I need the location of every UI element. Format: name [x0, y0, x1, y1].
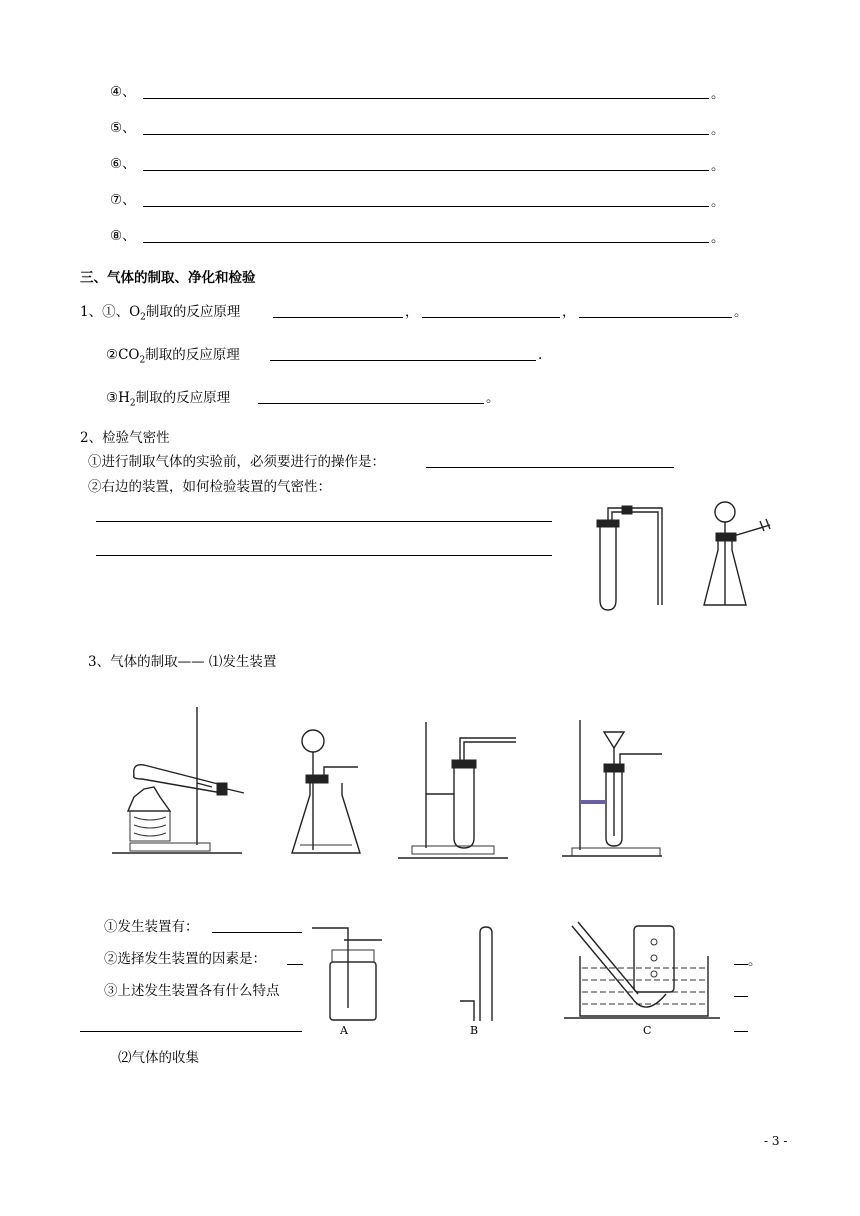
h2-subscript: 2	[129, 398, 136, 409]
co2-blank[interactable]	[270, 360, 536, 361]
q3-item1: ①发生装置有：	[104, 919, 199, 935]
q3-item2-end: 。	[748, 953, 762, 969]
blank-line-end: 。	[711, 158, 725, 174]
co2-subscript: 2	[139, 355, 146, 366]
stand-tube-apparatus-image	[398, 720, 518, 860]
o2-sep-1: ，	[405, 304, 419, 320]
collection-tube-b-image	[456, 925, 496, 1025]
q3-blank-2-end[interactable]	[734, 964, 748, 965]
o2-prefix: 1、①、O	[80, 304, 141, 320]
co2-text: 制取的反应原理	[145, 347, 240, 363]
h2-text: 制取的反应原理	[135, 390, 231, 406]
blank-line-marker: ⑧、	[110, 228, 136, 244]
blank-line-marker: ④、	[110, 84, 136, 100]
q2-line1: ①进行制取气体的实验前，必须要进行的操作是：	[88, 454, 385, 470]
h2-end: 。	[486, 390, 500, 406]
co2-end: .	[538, 347, 543, 363]
q2-answer-line-2[interactable]	[96, 555, 552, 556]
blank-line-end: 。	[711, 86, 725, 102]
blank-answer-line[interactable]	[143, 134, 709, 135]
heating-tube-apparatus-image	[112, 705, 247, 857]
q3-blank-3-end[interactable]	[734, 996, 748, 997]
co2-prefix: ②CO	[106, 347, 140, 363]
water-trough-c-image	[562, 918, 722, 1024]
o2-question	[80, 304, 240, 326]
blank-answer-line[interactable]	[143, 170, 709, 171]
q2-line2: ②右边的装置，如何检验装置的气密性：	[88, 479, 331, 495]
test-tube-apparatus-image	[590, 500, 680, 615]
h2-prefix: ③H	[106, 390, 130, 406]
page-number: - 3 -	[764, 1134, 788, 1148]
o2-text: 制取的反应原理	[145, 304, 241, 320]
label-a: A	[340, 1024, 348, 1037]
blank-line-end: 。	[711, 230, 725, 246]
collection-bottle-a-image	[310, 918, 390, 1026]
o2-blank-1[interactable]	[273, 317, 403, 318]
blank-line-marker: ⑥、	[110, 156, 136, 172]
section-heading: 三、气体的制取、净化和检验	[80, 270, 256, 286]
q3-answer-line[interactable]	[80, 1031, 302, 1032]
o2-subscript: 2	[140, 312, 146, 323]
stand-funnel-apparatus-image	[562, 718, 672, 860]
blank-line-end: 。	[711, 194, 725, 210]
o2-blank-3[interactable]	[579, 317, 732, 318]
q3-item2: ②选择发生装置的因素是：	[104, 951, 266, 967]
label-c: C	[643, 1024, 652, 1037]
q3-item3: ③上述发生装置各有什么特点	[104, 983, 280, 999]
blank-answer-line[interactable]	[143, 206, 709, 207]
blank-line-marker: ⑤、	[110, 120, 136, 136]
blank-answer-line[interactable]	[143, 98, 709, 99]
o2-end: 。	[734, 304, 748, 320]
gas-collection-heading: ⑵气体的收集	[118, 1050, 199, 1066]
h2-blank[interactable]	[258, 403, 484, 404]
flask-funnel-apparatus-image	[700, 495, 785, 615]
o2-sep-2: ，	[562, 304, 576, 320]
blank-line-marker: ⑦、	[110, 192, 136, 208]
o2-blank-2[interactable]	[422, 317, 560, 318]
q3-title: 3、气体的制取—— ⑴发生装置	[88, 654, 277, 670]
label-b: B	[470, 1024, 479, 1037]
q2-answer-line-1[interactable]	[96, 521, 552, 522]
h2-question	[106, 390, 230, 412]
blank-line-end: 。	[711, 122, 725, 138]
q3-blank-1[interactable]	[212, 932, 302, 933]
q3-blank-4-end[interactable]	[734, 1031, 748, 1032]
q3-blank-2[interactable]	[287, 964, 303, 965]
q2-title: 2、检验气密性	[80, 430, 170, 446]
q2-blank-1[interactable]	[426, 467, 674, 468]
flask-generator-apparatus-image	[288, 725, 368, 860]
co2-question	[106, 347, 240, 369]
blank-answer-line[interactable]	[143, 242, 709, 243]
